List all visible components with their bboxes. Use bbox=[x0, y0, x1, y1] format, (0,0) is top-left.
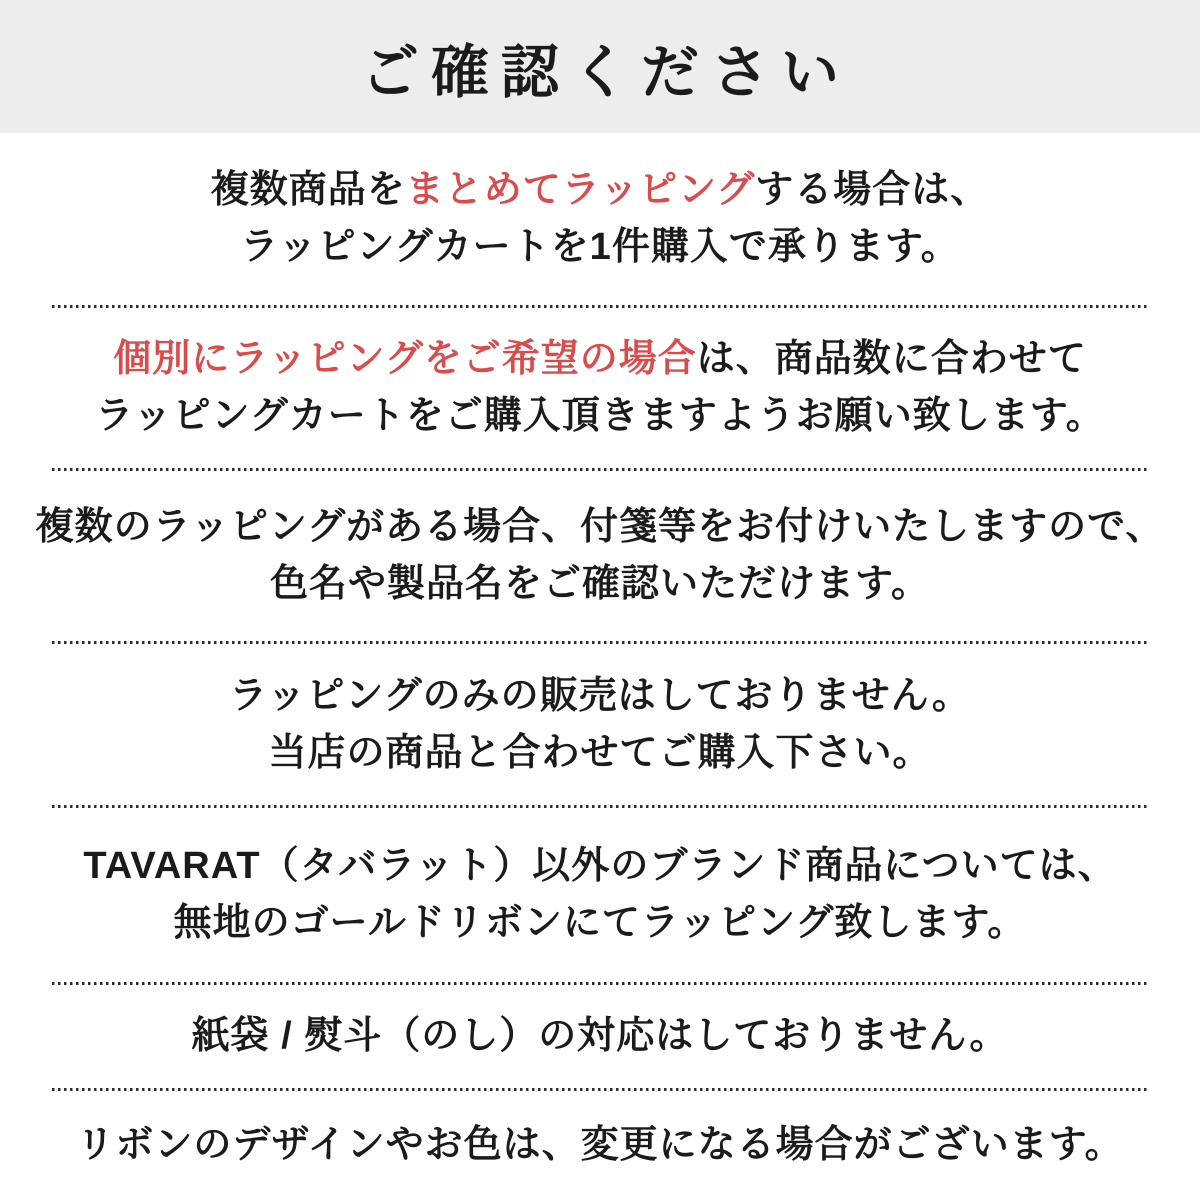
notice-line bbox=[174, 895, 1027, 952]
header-band bbox=[0, 0, 1200, 133]
notice-line bbox=[113, 331, 1087, 388]
emphasis-segment: まとめてラッピング bbox=[405, 169, 756, 211]
text-segment: ラッピングカートを1件購入で承ります。 bbox=[240, 226, 960, 268]
text-segment: 複数商品を bbox=[210, 169, 406, 211]
notice-section-ribbon-design-change bbox=[0, 1091, 1200, 1200]
text-segment: 当店の商品と合わせてご購入下さい。 bbox=[268, 731, 932, 774]
notice-section-other-brands bbox=[0, 808, 1200, 982]
emphasis-segment: 個別にラッピングをご希望の場合 bbox=[113, 338, 697, 380]
notice-line bbox=[270, 556, 930, 613]
notice-line bbox=[211, 162, 990, 219]
notice-line bbox=[95, 388, 1104, 445]
text-segment: 複数のラッピングがある場合、付箋等をお付けいたしますので、 bbox=[35, 506, 1165, 548]
notice-line bbox=[229, 668, 971, 725]
text-segment: 紙袋 / 熨斗（のし）の対応はしておりません。 bbox=[191, 1015, 1009, 1057]
notice-section-sticky-notes bbox=[0, 471, 1200, 641]
text-segment: リボンのデザインやお色は、変更になる場合がございます。 bbox=[76, 1124, 1124, 1166]
notice-line bbox=[83, 838, 1116, 895]
notice-section-no-wrapping-only-sales bbox=[0, 644, 1200, 805]
text-segment: ラッピングのみの販売はしておりません。 bbox=[229, 674, 971, 717]
page-title: ご確認ください bbox=[360, 39, 851, 105]
text-segment: 無地のゴールドリボンにてラッピング致します。 bbox=[173, 902, 1027, 944]
text-segment: は、商品数に合わせて bbox=[696, 338, 1087, 380]
text-segment: する場合は、 bbox=[755, 169, 990, 211]
text-segment: TAVARAT（タバラット）以外のブランド商品については、 bbox=[83, 845, 1117, 887]
text-segment: ラッピングカートをご購入頂きますようお願い致します。 bbox=[95, 395, 1105, 437]
notice-line bbox=[36, 499, 1165, 556]
notice-section-bundled-wrapping bbox=[0, 133, 1200, 305]
notice-section-no-paper-bag-noshi bbox=[0, 985, 1200, 1088]
notice-line bbox=[76, 1117, 1123, 1174]
text-segment: 色名や製品名をご確認いただけます。 bbox=[270, 563, 930, 605]
notice-line bbox=[240, 219, 960, 276]
notice-line bbox=[192, 1008, 1009, 1065]
notice-section-individual-wrapping bbox=[0, 308, 1200, 468]
notice-line bbox=[268, 725, 931, 782]
